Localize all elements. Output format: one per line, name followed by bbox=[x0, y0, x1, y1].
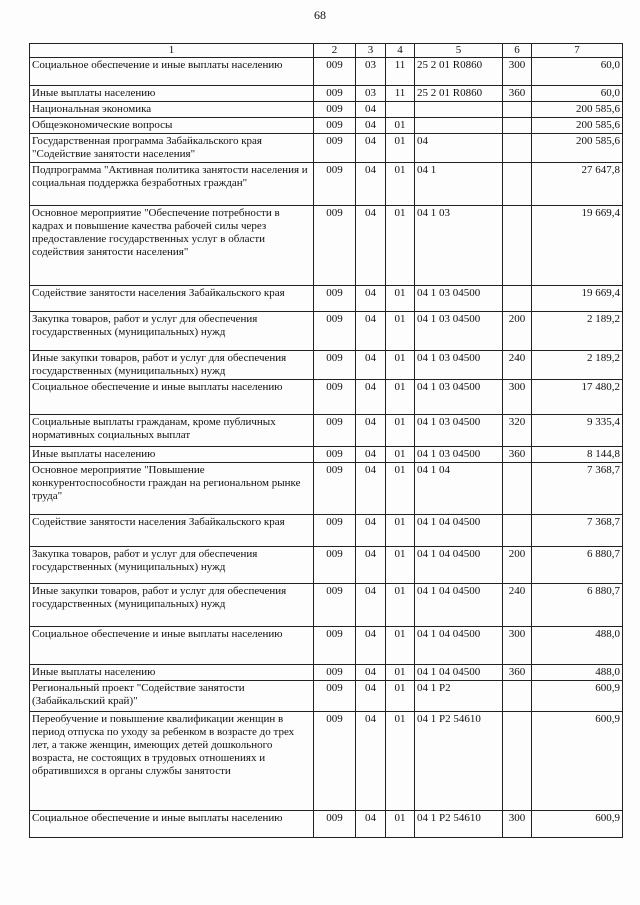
subsection-code-cell: 01 bbox=[386, 463, 415, 515]
item-name-cell: Социальное обеспечение и иные выплаты населению bbox=[30, 627, 314, 665]
target-article-cell: 04 1 04 04500 bbox=[415, 515, 503, 547]
amount-cell: 27 647,8 bbox=[532, 163, 623, 206]
expense-type-cell: 300 bbox=[503, 58, 532, 86]
item-name-cell: Социальное обеспечение и иные выплаты населению bbox=[30, 811, 314, 838]
subsection-code-cell: 01 bbox=[386, 712, 415, 811]
item-name-cell: Общеэкономические вопросы bbox=[30, 118, 314, 134]
item-name-cell: Иные выплаты населению bbox=[30, 86, 314, 102]
section-code-cell: 04 bbox=[356, 163, 386, 206]
section-code-cell: 04 bbox=[356, 447, 386, 463]
item-name-cell: Иные выплаты населению bbox=[30, 447, 314, 463]
admin-code-cell: 009 bbox=[314, 515, 356, 547]
table-row bbox=[30, 515, 623, 547]
subsection-code-cell: 11 bbox=[386, 86, 415, 102]
admin-code-cell: 009 bbox=[314, 712, 356, 811]
header-cell: 1 bbox=[30, 44, 314, 58]
amount-cell: 2 189,2 bbox=[532, 312, 623, 351]
subsection-code-cell: 01 bbox=[386, 380, 415, 415]
item-name-cell: Закупка товаров, работ и услуг для обеспечения государственных (муниципальных) нужд bbox=[30, 547, 314, 584]
section-code-cell: 04 bbox=[356, 665, 386, 681]
table-row bbox=[30, 627, 623, 665]
section-code-cell: 04 bbox=[356, 206, 386, 286]
item-name-cell: Государственная программа Забайкальского края "Содействие занятости населения" bbox=[30, 134, 314, 163]
item-name-cell: Основное мероприятие "Повышение конкурентоспособности граждан на региональном рынке труда" bbox=[30, 463, 314, 515]
target-article-cell: 04 1 bbox=[415, 163, 503, 206]
item-name-cell: Содействие занятости населения Забайкальского края bbox=[30, 515, 314, 547]
table-row bbox=[30, 415, 623, 447]
target-article-cell: 04 1 03 04500 bbox=[415, 447, 503, 463]
expense-type-cell: 200 bbox=[503, 312, 532, 351]
table-row bbox=[30, 547, 623, 584]
admin-code-cell: 009 bbox=[314, 415, 356, 447]
section-code-cell: 04 bbox=[356, 415, 386, 447]
section-code-cell: 04 bbox=[356, 134, 386, 163]
target-article-cell: 04 1 03 04500 bbox=[415, 415, 503, 447]
section-code-cell: 04 bbox=[356, 515, 386, 547]
subsection-code-cell: 01 bbox=[386, 312, 415, 351]
amount-cell: 60,0 bbox=[532, 86, 623, 102]
item-name-cell: Национальная экономика bbox=[30, 102, 314, 118]
target-article-cell: 04 1 04 04500 bbox=[415, 547, 503, 584]
target-article-cell: 04 1 03 04500 bbox=[415, 380, 503, 415]
amount-cell: 600,9 bbox=[532, 681, 623, 712]
expense-type-cell bbox=[503, 118, 532, 134]
section-code-cell: 04 bbox=[356, 312, 386, 351]
table-row bbox=[30, 351, 623, 380]
section-code-cell: 04 bbox=[356, 584, 386, 627]
expense-type-cell bbox=[503, 286, 532, 312]
target-article-cell: 04 1 04 04500 bbox=[415, 584, 503, 627]
item-name-cell: Основное мероприятие "Обеспечение потребности в кадрах и повышение качества рабочей силы через предоставление государственных услуг в области содействия занятости населения" bbox=[30, 206, 314, 286]
section-code-cell: 04 bbox=[356, 712, 386, 811]
amount-cell: 17 480,2 bbox=[532, 380, 623, 415]
expense-type-cell bbox=[503, 102, 532, 118]
section-code-cell: 04 bbox=[356, 463, 386, 515]
expense-type-cell: 360 bbox=[503, 86, 532, 102]
target-article-cell: 04 1 04 bbox=[415, 463, 503, 515]
section-code-cell: 04 bbox=[356, 380, 386, 415]
subsection-code-cell: 01 bbox=[386, 286, 415, 312]
item-name-cell: Социальные выплаты гражданам, кроме публичных нормативных социальных выплат bbox=[30, 415, 314, 447]
subsection-code-cell: 01 bbox=[386, 547, 415, 584]
amount-cell: 19 669,4 bbox=[532, 286, 623, 312]
admin-code-cell: 009 bbox=[314, 627, 356, 665]
target-article-cell: 04 1 P2 54610 bbox=[415, 712, 503, 811]
table-row bbox=[30, 681, 623, 712]
expense-type-cell bbox=[503, 712, 532, 811]
amount-cell: 200 585,6 bbox=[532, 118, 623, 134]
amount-cell: 7 368,7 bbox=[532, 515, 623, 547]
table-row bbox=[30, 811, 623, 838]
admin-code-cell: 009 bbox=[314, 665, 356, 681]
section-code-cell: 04 bbox=[356, 351, 386, 380]
amount-cell: 6 880,7 bbox=[532, 584, 623, 627]
expense-type-cell: 300 bbox=[503, 380, 532, 415]
expense-type-cell bbox=[503, 463, 532, 515]
subsection-code-cell: 01 bbox=[386, 163, 415, 206]
admin-code-cell: 009 bbox=[314, 58, 356, 86]
item-name-cell: Социальное обеспечение и иные выплаты населению bbox=[30, 380, 314, 415]
expense-type-cell bbox=[503, 681, 532, 712]
item-name-cell: Подпрограмма "Активная политика занятости населения и социальная поддержка безработных граждан" bbox=[30, 163, 314, 206]
header-cell: 4 bbox=[386, 44, 415, 58]
item-name-cell: Иные выплаты населению bbox=[30, 665, 314, 681]
admin-code-cell: 009 bbox=[314, 118, 356, 134]
amount-cell: 60,0 bbox=[532, 58, 623, 86]
admin-code-cell: 009 bbox=[314, 206, 356, 286]
subsection-code-cell: 11 bbox=[386, 58, 415, 86]
target-article-cell: 04 1 03 04500 bbox=[415, 351, 503, 380]
table-row bbox=[30, 463, 623, 515]
budget-table bbox=[29, 43, 623, 838]
target-article-cell: 04 bbox=[415, 134, 503, 163]
admin-code-cell: 009 bbox=[314, 102, 356, 118]
item-name-cell: Иные закупки товаров, работ и услуг для обеспечения государственных (муниципальных) нужд bbox=[30, 584, 314, 627]
admin-code-cell: 009 bbox=[314, 286, 356, 312]
amount-cell: 488,0 bbox=[532, 665, 623, 681]
section-code-cell: 04 bbox=[356, 811, 386, 838]
target-article-cell: 04 1 04 04500 bbox=[415, 627, 503, 665]
header-cell: 2 bbox=[314, 44, 356, 58]
subsection-code-cell: 01 bbox=[386, 627, 415, 665]
expense-type-cell: 240 bbox=[503, 584, 532, 627]
item-name-cell: Переобучение и повышение квалификации женщин в период отпуска по уходу за ребенком в возрасте до трех лет, а также женщин, имеющих детей дошкольного возраста, не состоящих в трудовых отношениях и обратившихся в органы службы занятости bbox=[30, 712, 314, 811]
expense-type-cell: 320 bbox=[503, 415, 532, 447]
subsection-code-cell: 01 bbox=[386, 584, 415, 627]
target-article-cell: 25 2 01 R0860 bbox=[415, 58, 503, 86]
target-article-cell: 04 1 03 04500 bbox=[415, 312, 503, 351]
admin-code-cell: 009 bbox=[314, 463, 356, 515]
expense-type-cell: 200 bbox=[503, 547, 532, 584]
table-row bbox=[30, 134, 623, 163]
expense-type-cell: 240 bbox=[503, 351, 532, 380]
subsection-code-cell: 01 bbox=[386, 351, 415, 380]
amount-cell: 600,9 bbox=[532, 712, 623, 811]
item-name-cell: Закупка товаров, работ и услуг для обеспечения государственных (муниципальных) нужд bbox=[30, 312, 314, 351]
table-row bbox=[30, 447, 623, 463]
amount-cell: 6 880,7 bbox=[532, 547, 623, 584]
target-article-cell: 25 2 01 R0860 bbox=[415, 86, 503, 102]
expense-type-cell bbox=[503, 134, 532, 163]
target-article-cell: 04 1 03 bbox=[415, 206, 503, 286]
amount-cell: 2 189,2 bbox=[532, 351, 623, 380]
section-code-cell: 03 bbox=[356, 86, 386, 102]
admin-code-cell: 009 bbox=[314, 163, 356, 206]
target-article-cell: 04 1 P2 bbox=[415, 681, 503, 712]
amount-cell: 200 585,6 bbox=[532, 102, 623, 118]
table-row bbox=[30, 163, 623, 206]
amount-cell: 19 669,4 bbox=[532, 206, 623, 286]
admin-code-cell: 009 bbox=[314, 584, 356, 627]
item-name-cell: Региональный проект "Содействие занятости (Забайкальский край)" bbox=[30, 681, 314, 712]
table-row bbox=[30, 58, 623, 86]
header-cell: 5 bbox=[415, 44, 503, 58]
amount-cell: 8 144,8 bbox=[532, 447, 623, 463]
table-row bbox=[30, 102, 623, 118]
section-code-cell: 03 bbox=[356, 58, 386, 86]
header-cell: 3 bbox=[356, 44, 386, 58]
table-row bbox=[30, 584, 623, 627]
item-name-cell: Социальное обеспечение и иные выплаты населению bbox=[30, 58, 314, 86]
expense-type-cell: 360 bbox=[503, 665, 532, 681]
subsection-code-cell: 01 bbox=[386, 811, 415, 838]
subsection-code-cell: 01 bbox=[386, 118, 415, 134]
header-cell: 6 bbox=[503, 44, 532, 58]
expense-type-cell bbox=[503, 206, 532, 286]
item-name-cell: Содействие занятости населения Забайкальского края bbox=[30, 286, 314, 312]
expense-type-cell: 360 bbox=[503, 447, 532, 463]
table-row bbox=[30, 312, 623, 351]
table-row bbox=[30, 118, 623, 134]
subsection-code-cell: 01 bbox=[386, 415, 415, 447]
subsection-code-cell: 01 bbox=[386, 515, 415, 547]
target-article-cell: 04 1 04 04500 bbox=[415, 665, 503, 681]
target-article-cell: 04 1 P2 54610 bbox=[415, 811, 503, 838]
admin-code-cell: 009 bbox=[314, 681, 356, 712]
table-row bbox=[30, 712, 623, 811]
target-article-cell bbox=[415, 102, 503, 118]
admin-code-cell: 009 bbox=[314, 447, 356, 463]
section-code-cell: 04 bbox=[356, 102, 386, 118]
admin-code-cell: 009 bbox=[314, 351, 356, 380]
expense-type-cell: 300 bbox=[503, 627, 532, 665]
subsection-code-cell: 01 bbox=[386, 134, 415, 163]
amount-cell: 9 335,4 bbox=[532, 415, 623, 447]
target-article-cell bbox=[415, 118, 503, 134]
admin-code-cell: 009 bbox=[314, 134, 356, 163]
amount-cell: 200 585,6 bbox=[532, 134, 623, 163]
section-code-cell: 04 bbox=[356, 118, 386, 134]
admin-code-cell: 009 bbox=[314, 312, 356, 351]
admin-code-cell: 009 bbox=[314, 86, 356, 102]
section-code-cell: 04 bbox=[356, 681, 386, 712]
table-row bbox=[30, 286, 623, 312]
target-article-cell: 04 1 03 04500 bbox=[415, 286, 503, 312]
expense-type-cell: 300 bbox=[503, 811, 532, 838]
subsection-code-cell bbox=[386, 102, 415, 118]
amount-cell: 7 368,7 bbox=[532, 463, 623, 515]
subsection-code-cell: 01 bbox=[386, 665, 415, 681]
item-name-cell: Иные закупки товаров, работ и услуг для обеспечения государственных (муниципальных) нужд bbox=[30, 351, 314, 380]
expense-type-cell bbox=[503, 515, 532, 547]
table-row bbox=[30, 665, 623, 681]
expense-type-cell bbox=[503, 163, 532, 206]
table-row bbox=[30, 86, 623, 102]
admin-code-cell: 009 bbox=[314, 547, 356, 584]
header-cell: 7 bbox=[532, 44, 623, 58]
amount-cell: 600,9 bbox=[532, 811, 623, 838]
page-number: 68 bbox=[314, 8, 326, 22]
section-code-cell: 04 bbox=[356, 627, 386, 665]
table-row bbox=[30, 380, 623, 415]
table-header-row bbox=[30, 44, 623, 58]
section-code-cell: 04 bbox=[356, 286, 386, 312]
admin-code-cell: 009 bbox=[314, 811, 356, 838]
subsection-code-cell: 01 bbox=[386, 206, 415, 286]
table-row bbox=[30, 206, 623, 286]
amount-cell: 488,0 bbox=[532, 627, 623, 665]
section-code-cell: 04 bbox=[356, 547, 386, 584]
subsection-code-cell: 01 bbox=[386, 681, 415, 712]
subsection-code-cell: 01 bbox=[386, 447, 415, 463]
admin-code-cell: 009 bbox=[314, 380, 356, 415]
